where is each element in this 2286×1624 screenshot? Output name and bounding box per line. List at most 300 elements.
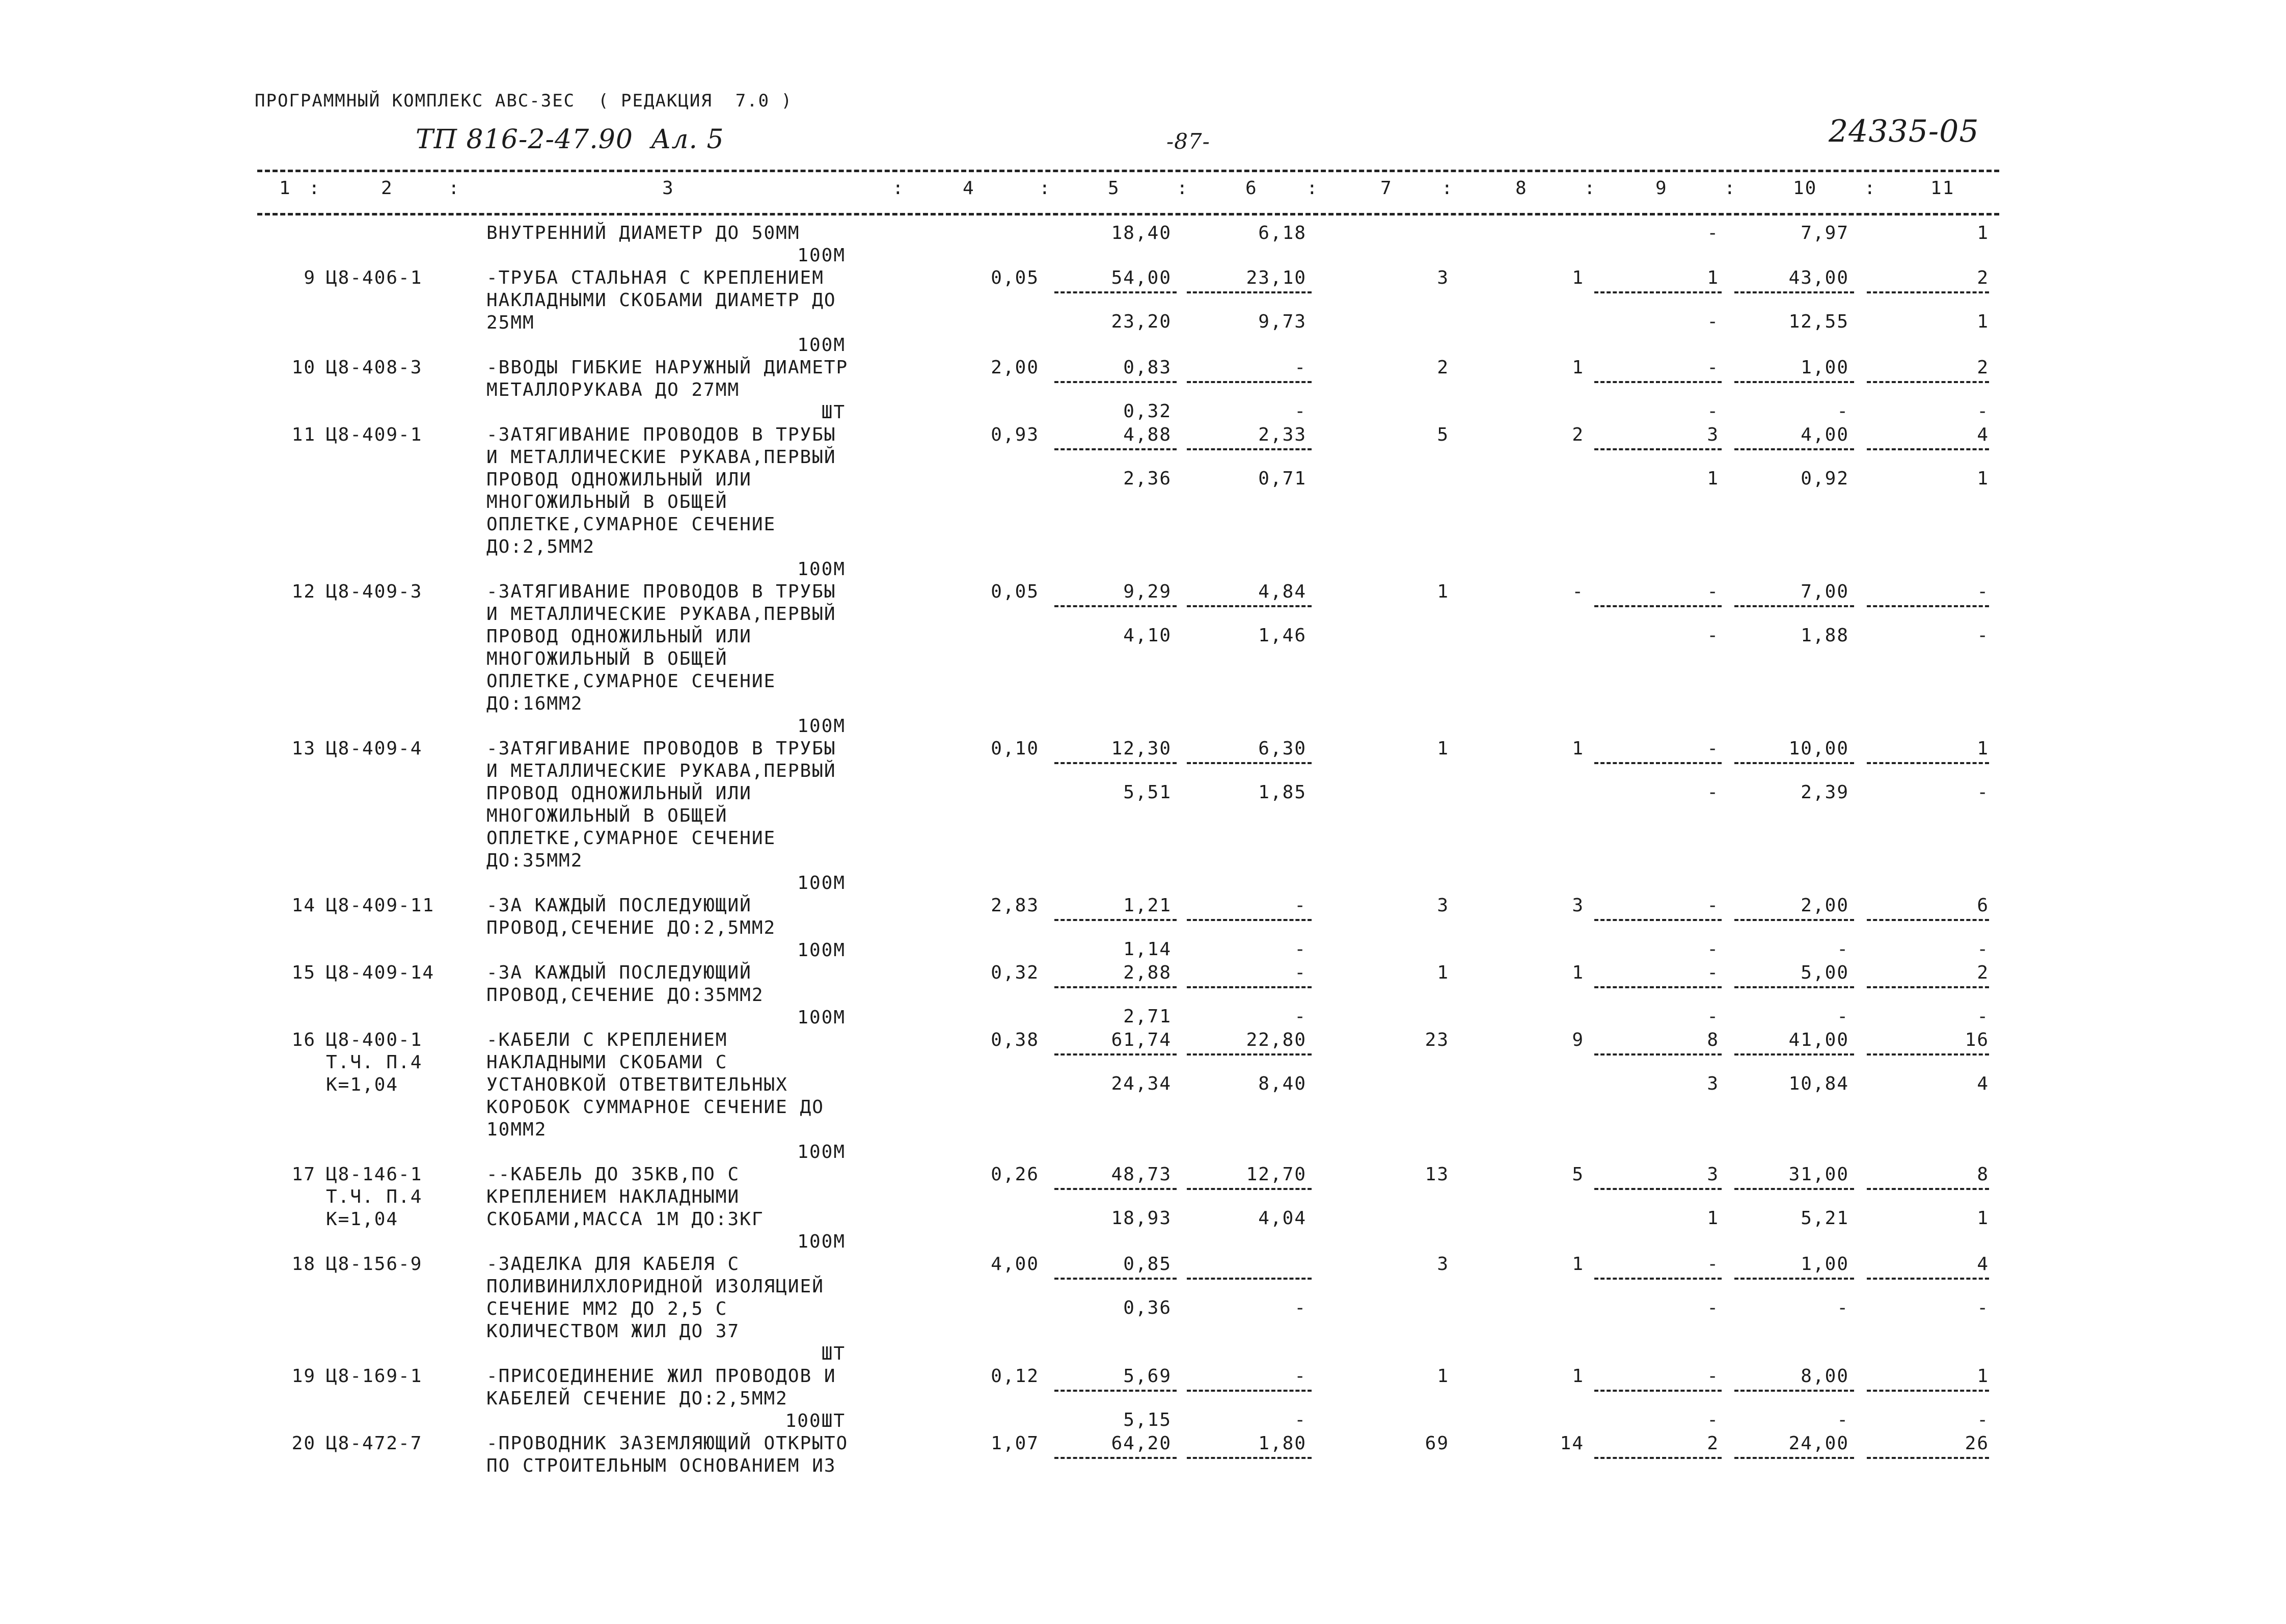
cost-col-5: 64,20 (1111, 1433, 1172, 1454)
quantity: 2,00 (991, 357, 1039, 378)
value-col-11: 2 (1977, 267, 1989, 288)
work-description: МНОГОЖИЛЬНЫЙ В ОБЩЕЙ (486, 805, 728, 826)
work-description: ПРОВОД ОДНОЖИЛЬНЫЙ ИЛИ (486, 626, 752, 647)
value-col-11-sub: 1 (1977, 311, 1989, 332)
quantity: 2,83 (991, 895, 1039, 916)
value-col-10: 1,00 (1801, 357, 1849, 378)
value-col-7: 13 (1425, 1164, 1449, 1185)
header-rule-bottom (257, 213, 1999, 215)
value-col-11-sub: - (1977, 1410, 1989, 1430)
value-col-9: 3 (1707, 1164, 1719, 1185)
header-rule-top (257, 170, 1999, 172)
unit-of-measure: 100М (797, 1231, 846, 1252)
rate-code: Ц8-406-1 (326, 267, 423, 288)
value-separator-c10 (1734, 605, 1854, 607)
cost-col-5: 54,00 (1111, 267, 1172, 288)
row-number: 11 (291, 424, 316, 445)
value-col-10-sub: - (1837, 939, 1849, 960)
work-description: -ЗА КАЖДЫЙ ПОСЛЕДУЮЩИЙ (486, 895, 752, 916)
value-separator-c11 (1867, 1457, 1989, 1459)
value-col-10-sub: 12,55 (1788, 311, 1849, 332)
value-col-8: 14 (1560, 1433, 1584, 1454)
work-description: -ВВОДЫ ГИБКИЕ НАРУЖНЫЙ ДИАМЕТР (486, 357, 849, 378)
archive-number: 24335-05 (1829, 114, 1979, 149)
carry-over-cost-9: - (1707, 223, 1719, 243)
value-separator-c9 (1594, 1457, 1722, 1459)
value-separator-c11 (1867, 1188, 1989, 1190)
value-separator-c11 (1867, 762, 1989, 764)
column-number-2: 2 (381, 178, 393, 199)
value-col-11-sub: 1 (1977, 468, 1989, 489)
row-number: 9 (304, 267, 316, 288)
row-number: 10 (291, 357, 316, 378)
value-separator-c6 (1187, 448, 1312, 450)
cost-col-6-sub: 1,85 (1258, 782, 1307, 803)
value-col-10: 1,00 (1801, 1254, 1849, 1275)
unit-of-measure: ШТ (821, 402, 846, 423)
value-col-10-sub: - (1837, 1006, 1849, 1027)
cost-col-5-sub: 5,51 (1123, 782, 1172, 803)
work-description: -ЗАДЕЛКА ДЛЯ КАБЕЛЯ С (486, 1254, 740, 1275)
work-description: ПОЛИВИНИЛХЛОРИДНОЙ ИЗОЛЯЦИЕЙ (486, 1276, 824, 1297)
work-description: ОПЛЕТКЕ,СУМАРНОЕ СЕЧЕНИЕ (486, 671, 776, 692)
cost-col-6: 12,70 (1246, 1164, 1307, 1185)
value-col-11-sub: - (1977, 1006, 1989, 1027)
value-separator-c11 (1867, 986, 1989, 988)
value-separator-c5 (1054, 1053, 1177, 1055)
column-separator: : (1307, 178, 1319, 199)
value-separator-c9 (1594, 605, 1722, 607)
value-col-8: 1 (1572, 1254, 1584, 1275)
work-description: --КАБЕЛЬ ДО 35КВ,ПО С (486, 1164, 740, 1185)
value-separator-c5 (1054, 919, 1177, 921)
value-separator-c9 (1594, 291, 1722, 293)
cost-col-5-sub: 2,36 (1123, 468, 1172, 489)
rate-note: Т.Ч. П.4 (326, 1186, 423, 1207)
page-number: -87- (1166, 129, 1210, 154)
cost-col-5-sub: 5,15 (1123, 1410, 1172, 1430)
cost-col-5-sub: 0,32 (1123, 401, 1172, 422)
value-col-9: 3 (1707, 424, 1719, 445)
value-col-9: - (1707, 895, 1719, 916)
column-number-7: 7 (1380, 178, 1393, 199)
value-col-11-sub: 1 (1977, 1208, 1989, 1229)
value-col-11: 2 (1977, 962, 1989, 983)
cost-col-5: 48,73 (1111, 1164, 1172, 1185)
cost-col-5-sub: 18,93 (1111, 1208, 1172, 1229)
value-col-8: 1 (1572, 962, 1584, 983)
value-separator-c5 (1054, 1457, 1177, 1459)
program-header: ПРОГРАММНЫЙ КОМПЛЕКС АВС-3ЕС ( РЕДАКЦИЯ 7.0 ) (255, 91, 793, 111)
work-description: И МЕТАЛЛИЧЕСКИЕ РУКАВА,ПЕРВЫЙ (486, 761, 836, 781)
value-col-9-sub: 3 (1707, 1073, 1719, 1094)
value-col-9-sub: - (1707, 1297, 1719, 1318)
value-col-8: 2 (1572, 424, 1584, 445)
quantity: 0,10 (991, 738, 1039, 759)
value-separator-c9 (1594, 762, 1722, 764)
value-separator-c5 (1054, 1188, 1177, 1190)
value-separator-c5 (1054, 762, 1177, 764)
value-separator-c6 (1187, 1188, 1312, 1190)
value-separator-c5 (1054, 1390, 1177, 1392)
value-col-11: 6 (1977, 895, 1989, 916)
value-col-10-sub: 0,92 (1801, 468, 1849, 489)
rate-note: Т.Ч. П.4 (326, 1052, 423, 1073)
unit-of-measure: 100ШТ (785, 1411, 846, 1431)
rate-code: Ц8-408-3 (326, 357, 423, 378)
value-separator-c11 (1867, 291, 1989, 293)
value-col-10: 5,00 (1801, 962, 1849, 983)
cost-col-6-sub: - (1294, 939, 1307, 960)
value-col-10-sub: - (1837, 1297, 1849, 1318)
quantity: 4,00 (991, 1254, 1039, 1275)
carry-over-unit: 100М (797, 245, 846, 266)
value-separator-c10 (1734, 448, 1854, 450)
work-description: -ЗАТЯГИВАНИЕ ПРОВОДОВ В ТРУБЫ (486, 738, 836, 759)
value-col-9: - (1707, 357, 1719, 378)
work-description: СЕЧЕНИЕ ММ2 ДО 2,5 С (486, 1298, 728, 1319)
cost-col-5: 61,74 (1111, 1030, 1172, 1050)
work-description: -ПРОВОДНИК ЗАЗЕМЛЯЮЩИЙ ОТКРЫТО (486, 1433, 849, 1454)
value-col-7: 1 (1437, 962, 1449, 983)
value-col-10: 2,00 (1801, 895, 1849, 916)
value-separator-c9 (1594, 381, 1722, 383)
work-description: СКОБАМИ,МАССА 1М ДО:3КГ (486, 1209, 764, 1230)
value-col-10-sub: 2,39 (1801, 782, 1849, 803)
work-description: ПО СТРОИТЕЛЬНЫМ ОСНОВАНИЕМ ИЗ (486, 1455, 836, 1476)
row-number: 16 (291, 1030, 316, 1050)
value-col-9-sub: - (1707, 939, 1719, 960)
work-description: ПРОВОД,СЕЧЕНИЕ ДО:35ММ2 (486, 985, 764, 1006)
work-description: ОПЛЕТКЕ,СУМАРНОЕ СЕЧЕНИЕ (486, 514, 776, 535)
column-number-8: 8 (1515, 178, 1528, 199)
quantity: 0,38 (991, 1030, 1039, 1050)
column-separator: : (1864, 178, 1876, 199)
rate-note: К=1,04 (326, 1074, 399, 1095)
cost-col-6: 4,84 (1258, 581, 1307, 602)
value-col-7: 3 (1437, 267, 1449, 288)
carry-over-cost-10: 7,97 (1801, 223, 1849, 243)
project-code: ТП 816-2-47.90 Ал. 5 (416, 124, 724, 155)
work-description: МНОГОЖИЛЬНЫЙ В ОБЩЕЙ (486, 492, 728, 512)
quantity: 0,26 (991, 1164, 1039, 1185)
cost-col-6-sub: 4,04 (1258, 1208, 1307, 1229)
work-description: НАКЛАДНЫМИ СКОБАМИ ДИАМЕТР ДО (486, 290, 836, 311)
cost-col-6: 23,10 (1246, 267, 1307, 288)
value-col-7: 3 (1437, 1254, 1449, 1275)
value-separator-c5 (1054, 1278, 1177, 1280)
cost-col-6: - (1294, 1366, 1307, 1387)
quantity: 1,07 (991, 1433, 1039, 1454)
cost-col-5: 0,85 (1123, 1254, 1172, 1275)
cost-col-6-sub: - (1294, 1410, 1307, 1430)
cost-col-6-sub: - (1294, 1297, 1307, 1318)
column-separator: : (309, 178, 321, 199)
value-col-10: 10,00 (1788, 738, 1849, 759)
value-col-10: 24,00 (1788, 1433, 1849, 1454)
value-col-9: - (1707, 1366, 1719, 1387)
cost-col-5: 4,88 (1123, 424, 1172, 445)
rate-code: Ц8-146-1 (326, 1164, 423, 1185)
value-col-10: 43,00 (1788, 267, 1849, 288)
rate-note: К=1,04 (326, 1209, 399, 1230)
value-separator-c5 (1054, 448, 1177, 450)
work-description: -ЗА КАЖДЫЙ ПОСЛЕДУЮЩИЙ (486, 962, 752, 983)
value-col-9-sub: - (1707, 782, 1719, 803)
cost-col-5-sub: 1,14 (1123, 939, 1172, 960)
value-separator-c10 (1734, 762, 1854, 764)
value-separator-c6 (1187, 1053, 1312, 1055)
value-col-7: 69 (1425, 1433, 1449, 1454)
work-description: И МЕТАЛЛИЧЕСКИЕ РУКАВА,ПЕРВЫЙ (486, 604, 836, 625)
cost-col-6-sub: - (1294, 401, 1307, 422)
value-col-11-sub: - (1977, 782, 1989, 803)
value-col-7: 2 (1437, 357, 1449, 378)
value-col-8: 1 (1572, 267, 1584, 288)
value-separator-c5 (1054, 986, 1177, 988)
column-number-9: 9 (1655, 178, 1668, 199)
unit-of-measure: 100М (797, 1007, 846, 1028)
value-col-11-sub: - (1977, 1297, 1989, 1318)
cost-col-6: - (1294, 962, 1307, 983)
work-description: 10ММ2 (486, 1119, 547, 1140)
value-separator-c11 (1867, 605, 1989, 607)
cost-col-5: 5,69 (1123, 1366, 1172, 1387)
cost-col-5: 0,83 (1123, 357, 1172, 378)
value-col-8: 5 (1572, 1164, 1584, 1185)
value-col-10: 4,00 (1801, 424, 1849, 445)
value-separator-c11 (1867, 1053, 1989, 1055)
value-separator-c6 (1187, 762, 1312, 764)
column-number-6: 6 (1245, 178, 1258, 199)
column-number-10: 10 (1793, 178, 1817, 199)
value-col-9-sub: - (1707, 1006, 1719, 1027)
cost-col-6-sub: 8,40 (1258, 1073, 1307, 1094)
work-description: КАБЕЛЕЙ СЕЧЕНИЕ ДО:2,5ММ2 (486, 1388, 788, 1409)
value-col-11-sub: - (1977, 401, 1989, 422)
work-description: КРЕПЛЕНИЕМ НАКЛАДНЫМИ (486, 1186, 740, 1207)
value-separator-c11 (1867, 1390, 1989, 1392)
value-separator-c11 (1867, 1278, 1989, 1280)
value-col-11: - (1977, 581, 1989, 602)
quantity: 0,05 (991, 581, 1039, 602)
rate-code: Ц8-409-1 (326, 424, 423, 445)
value-col-10-sub: 10,84 (1788, 1073, 1849, 1094)
cost-col-5-sub: 23,20 (1111, 311, 1172, 332)
column-separator: : (448, 178, 460, 199)
column-number-3: 3 (662, 178, 674, 199)
value-separator-c10 (1734, 1390, 1854, 1392)
work-description: ПРОВОД,СЕЧЕНИЕ ДО:2,5ММ2 (486, 917, 776, 938)
value-col-11: 1 (1977, 738, 1989, 759)
value-separator-c11 (1867, 919, 1989, 921)
value-col-10: 8,00 (1801, 1366, 1849, 1387)
value-separator-c6 (1187, 919, 1312, 921)
work-description: ДО:16ММ2 (486, 693, 583, 714)
work-description: ПРОВОД ОДНОЖИЛЬНЫЙ ИЛИ (486, 783, 752, 804)
unit-of-measure: 100М (797, 873, 846, 894)
value-separator-c5 (1054, 605, 1177, 607)
quantity: 0,05 (991, 267, 1039, 288)
cost-col-6: 2,33 (1258, 424, 1307, 445)
rate-code: Ц8-472-7 (326, 1433, 423, 1454)
value-separator-c10 (1734, 381, 1854, 383)
value-separator-c10 (1734, 1457, 1854, 1459)
work-description: ОПЛЕТКЕ,СУМАРНОЕ СЕЧЕНИЕ (486, 828, 776, 849)
value-separator-c9 (1594, 1188, 1722, 1190)
value-col-8: 1 (1572, 1366, 1584, 1387)
value-col-11: 2 (1977, 357, 1989, 378)
value-col-11: 8 (1977, 1164, 1989, 1185)
value-separator-c11 (1867, 448, 1989, 450)
rate-code: Ц8-169-1 (326, 1366, 423, 1387)
work-description: МНОГОЖИЛЬНЫЙ В ОБЩЕЙ (486, 648, 728, 669)
unit-of-measure: ШТ (821, 1343, 846, 1364)
value-separator-c9 (1594, 1390, 1722, 1392)
row-number: 18 (291, 1254, 316, 1275)
cost-col-6-sub: 9,73 (1258, 311, 1307, 332)
value-separator-c9 (1594, 1278, 1722, 1280)
value-col-10: 31,00 (1788, 1164, 1849, 1185)
value-col-8: 9 (1572, 1030, 1584, 1050)
cost-col-6: 1,80 (1258, 1433, 1307, 1454)
value-col-10: 7,00 (1801, 581, 1849, 602)
value-separator-c9 (1594, 448, 1722, 450)
value-col-10-sub: - (1837, 401, 1849, 422)
row-number: 12 (291, 581, 316, 602)
value-col-7: 5 (1437, 424, 1449, 445)
carry-over-cost-11: 1 (1977, 223, 1989, 243)
work-description: -ТРУБА СТАЛЬНАЯ С КРЕПЛЕНИЕМ (486, 267, 824, 288)
value-col-9-sub: - (1707, 311, 1719, 332)
cost-col-5: 12,30 (1111, 738, 1172, 759)
work-description: -ЗАТЯГИВАНИЕ ПРОВОДОВ В ТРУБЫ (486, 581, 836, 602)
value-col-9-sub: - (1707, 401, 1719, 422)
value-separator-c5 (1054, 291, 1177, 293)
value-separator-c10 (1734, 919, 1854, 921)
value-col-9-sub: 1 (1707, 468, 1719, 489)
value-col-9-sub: 1 (1707, 1208, 1719, 1229)
quantity: 0,93 (991, 424, 1039, 445)
cost-col-5: 1,21 (1123, 895, 1172, 916)
value-col-9: - (1707, 962, 1719, 983)
quantity: 0,12 (991, 1366, 1039, 1387)
value-separator-c11 (1867, 381, 1989, 383)
cost-col-6: 6,30 (1258, 738, 1307, 759)
value-col-9-sub: - (1707, 625, 1719, 646)
value-col-11: 4 (1977, 424, 1989, 445)
value-separator-c10 (1734, 1278, 1854, 1280)
cost-col-6: 22,80 (1246, 1030, 1307, 1050)
cost-col-5: 2,88 (1123, 962, 1172, 983)
value-separator-c10 (1734, 986, 1854, 988)
value-separator-c9 (1594, 919, 1722, 921)
value-separator-c6 (1187, 381, 1312, 383)
column-number-5: 5 (1108, 178, 1120, 199)
value-separator-c10 (1734, 291, 1854, 293)
cost-col-5-sub: 24,34 (1111, 1073, 1172, 1094)
work-description: -КАБЕЛИ С КРЕПЛЕНИЕМ (486, 1030, 728, 1050)
row-number: 19 (291, 1366, 316, 1387)
value-separator-c6 (1187, 605, 1312, 607)
work-description: -ПРИСОЕДИНЕНИЕ ЖИЛ ПРОВОДОВ И (486, 1366, 836, 1387)
value-col-10-sub: - (1837, 1410, 1849, 1430)
column-number-11: 11 (1930, 178, 1955, 199)
cost-col-6-sub: 1,46 (1258, 625, 1307, 646)
work-description: КОРОБОК СУММАРНОЕ СЕЧЕНИЕ ДО (486, 1097, 824, 1118)
row-number: 13 (291, 738, 316, 759)
value-col-11: 26 (1965, 1433, 1989, 1454)
column-separator: : (1441, 178, 1454, 199)
work-description: НАКЛАДНЫМИ СКОБАМИ С (486, 1052, 728, 1073)
unit-of-measure: 100М (797, 335, 846, 356)
column-separator: : (892, 178, 905, 199)
value-col-9: 1 (1707, 267, 1719, 288)
value-col-9: - (1707, 1254, 1719, 1275)
column-separator: : (1724, 178, 1736, 199)
value-col-8: 1 (1572, 357, 1584, 378)
column-separator: : (1039, 178, 1051, 199)
column-separator: : (1177, 178, 1189, 199)
value-separator-c6 (1187, 291, 1312, 293)
value-col-8: 3 (1572, 895, 1584, 916)
unit-of-measure: 100М (797, 716, 846, 737)
rate-code: Ц8-409-4 (326, 738, 423, 759)
value-separator-c6 (1187, 1457, 1312, 1459)
work-description: И МЕТАЛЛИЧЕСКИЕ РУКАВА,ПЕРВЫЙ (486, 447, 836, 468)
value-col-7: 1 (1437, 581, 1449, 602)
cost-col-5: 9,29 (1123, 581, 1172, 602)
value-col-11-sub: 4 (1977, 1073, 1989, 1094)
value-col-11: 1 (1977, 1366, 1989, 1387)
row-number: 15 (291, 962, 316, 983)
value-separator-c6 (1187, 986, 1312, 988)
value-separator-c5 (1054, 381, 1177, 383)
rate-code: Ц8-409-3 (326, 581, 423, 602)
work-description: КОЛИЧЕСТВОМ ЖИЛ ДО 37 (486, 1321, 740, 1342)
cost-col-5-sub: 0,36 (1123, 1297, 1172, 1318)
value-col-10: 41,00 (1788, 1030, 1849, 1050)
column-number-4: 4 (963, 178, 975, 199)
cost-col-6-sub: - (1294, 1006, 1307, 1027)
value-col-10-sub: 1,88 (1801, 625, 1849, 646)
carry-over-cost-5: 18,40 (1111, 223, 1172, 243)
value-col-11: 4 (1977, 1254, 1989, 1275)
work-description: ДО:35ММ2 (486, 850, 583, 871)
value-col-7: 1 (1437, 738, 1449, 759)
value-separator-c9 (1594, 1053, 1722, 1055)
value-col-9: 2 (1707, 1433, 1719, 1454)
work-description: ПРОВОД ОДНОЖИЛЬНЫЙ ИЛИ (486, 469, 752, 490)
quantity: 0,32 (991, 962, 1039, 983)
work-description: МЕТАЛЛОРУКАВА ДО 27ММ (486, 380, 740, 400)
unit-of-measure: 100М (797, 559, 846, 580)
work-description: ДО:2,5ММ2 (486, 536, 595, 557)
work-description: УСТАНОВКОЙ ОТВЕТВИТЕЛЬНЫХ (486, 1074, 788, 1095)
column-separator: : (1584, 178, 1596, 199)
cost-col-6: - (1294, 357, 1307, 378)
column-number-1: 1 (279, 178, 291, 199)
cost-col-5-sub: 2,71 (1123, 1006, 1172, 1027)
value-separator-c9 (1594, 986, 1722, 988)
value-col-8: 1 (1572, 738, 1584, 759)
row-number: 17 (291, 1164, 316, 1185)
value-col-9: - (1707, 738, 1719, 759)
value-separator-c6 (1187, 1390, 1312, 1392)
work-description: 25ММ (486, 312, 535, 333)
value-col-7: 1 (1437, 1366, 1449, 1387)
value-col-7: 3 (1437, 895, 1449, 916)
